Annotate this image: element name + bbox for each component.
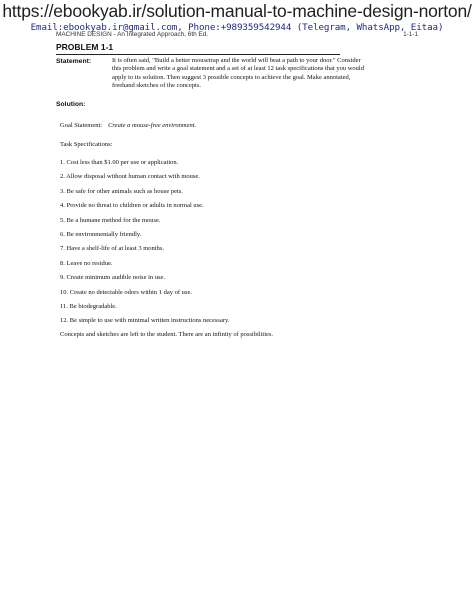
spec-item: 2. Allow disposal without human contact with mouse. — [60, 173, 200, 181]
task-specifications-list — [60, 158, 229, 331]
statement-line: It is often said, "Build a better mousetrap and the world will beat a path to your door." Consider — [112, 57, 361, 64]
statement-line: apply to its solution. Then suggest 3 possible concepts to achieve the goal. Make annotated, — [112, 73, 351, 81]
spec-item: 9. Create minimum audible noise in use. — [60, 274, 166, 282]
spec-item: 6. Be environmentally friendly. — [60, 230, 142, 238]
statement-label: Statement: — [56, 58, 92, 65]
conclusion-text: Concepts and sketches are left to the student. There are an infinity of possibilities. — [60, 331, 274, 338]
statement-line: freehand sketches of the concepts. — [112, 82, 201, 90]
watermark-url: https://ebookyab.ir/solution-manual-to-machine-design-norton/ — [2, 1, 472, 21]
book-title: MACHINE DESIGN - An Integrated Approach, 6th Ed. — [56, 31, 209, 38]
spec-item: 5. Be a humane method for the mouse. — [60, 216, 161, 224]
spec-item: 7. Have a shelf-life of at least 3 months. — [60, 245, 164, 253]
goal-statement — [60, 121, 196, 130]
spec-item: 11. Be biodegradable. — [60, 302, 117, 310]
goal-value: Create a mouse-free environment. — [108, 122, 197, 129]
task-specifications-heading: Task Specifications: — [60, 141, 113, 148]
spec-item: 8. Leave no residue. — [60, 259, 113, 267]
watermark-contact: Email:ebookyab.ir@gmail.com, Phone:+989359542944 (Telegram, WhatsApp, Eitaa) — [30, 22, 444, 33]
statement-line: this problem and write a goal statement and a set of at least 12 task specifications that you would — [112, 65, 364, 73]
spec-item: 3. Be safe for other animals such as house pets. — [60, 187, 183, 195]
spec-item: 1. Cost less than $1.00 per use or application. — [60, 159, 179, 166]
statement-text — [112, 57, 412, 91]
spec-item: 4. Provide no threat to children or adults in normal use. — [60, 202, 204, 210]
goal-label: Goal Statement: — [60, 122, 103, 129]
spec-item: 12. Be simple to use with minimal written instructions necessary. — [60, 317, 230, 325]
page-number: 1-1-1 — [403, 31, 418, 38]
solution-label: Solution: — [56, 101, 86, 108]
problem-title: PROBLEM 1-1 — [56, 42, 340, 55]
running-header — [56, 30, 418, 40]
spec-item: 10. Create no detectable odors within 1 day of use. — [60, 288, 192, 296]
